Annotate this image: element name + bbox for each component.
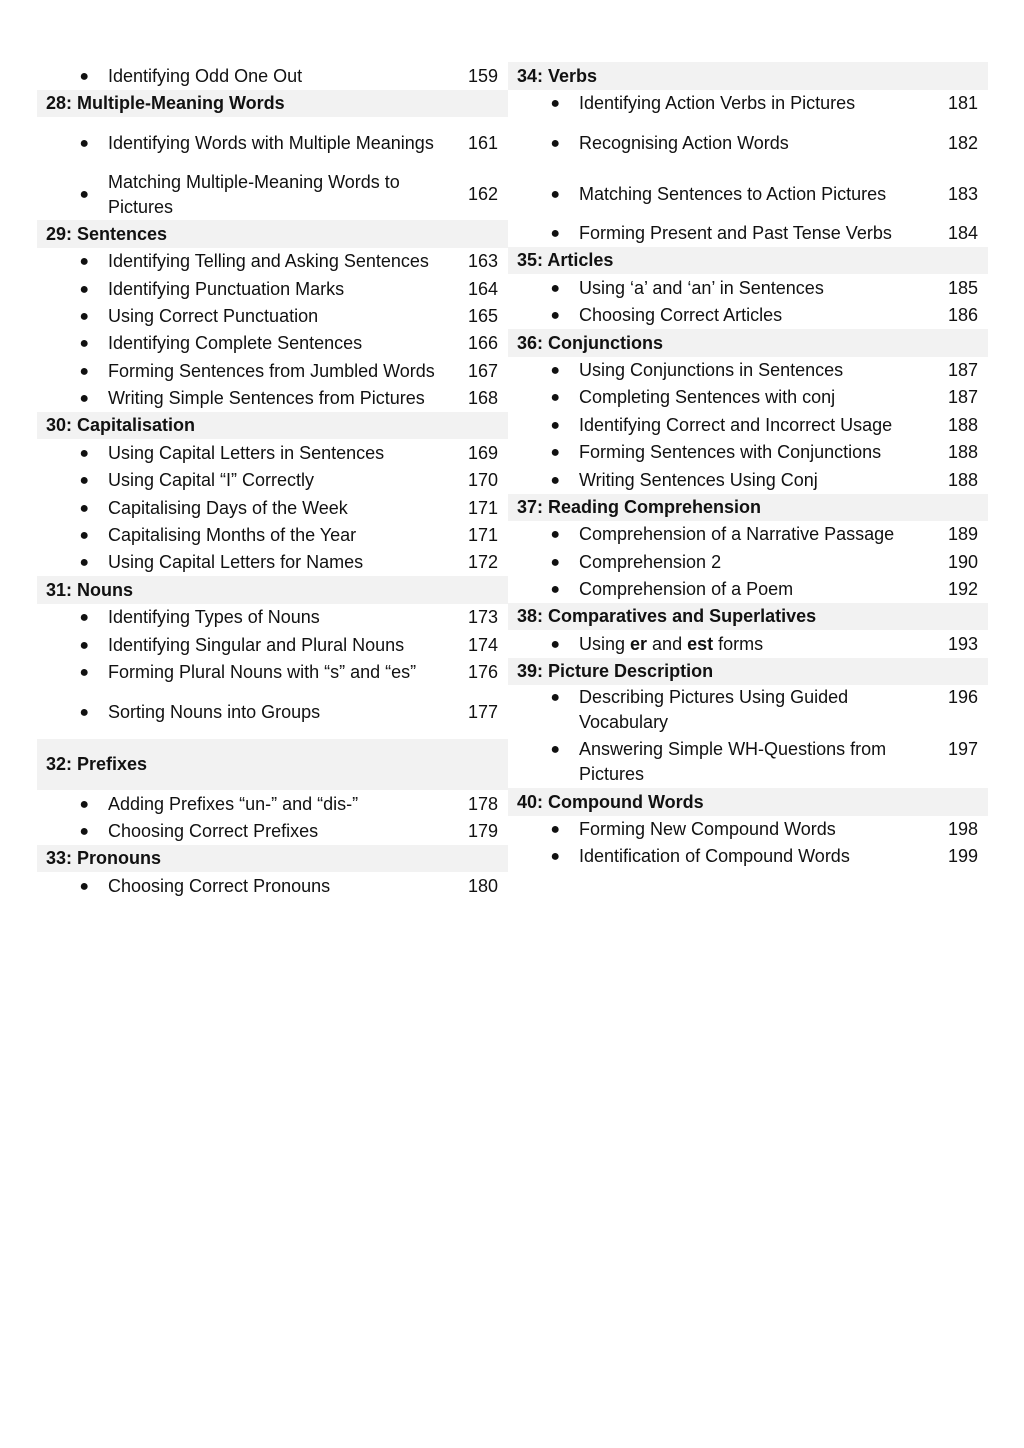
entry-title: Forming New Compound Words [579, 819, 836, 839]
section-title: 35: Articles [517, 250, 614, 270]
toc-entry [508, 169, 988, 220]
page-number: 183 [947, 184, 978, 204]
entry-title: Identifying Odd One Out [108, 65, 303, 86]
toc-entry [508, 521, 988, 548]
bullet-icon: ● [550, 741, 560, 758]
bullet-icon: ● [550, 95, 560, 112]
entry-title: Using Correct Punctuation [108, 306, 319, 326]
entry-title: Comprehension of a Narrative Passage [579, 524, 895, 544]
page-number: 165 [467, 306, 498, 326]
entry-title: Using Capital Letters for Names [108, 552, 364, 572]
entry-title: Matching Multiple-Meaning Words to Pictures [108, 171, 400, 217]
entry-title: Capitalising Months of the Year [108, 525, 357, 545]
toc-entry [508, 548, 988, 576]
page-number: 187 [947, 387, 978, 407]
toc-entry [37, 62, 508, 90]
bullet-icon: ● [79, 67, 89, 85]
bullet-icon: ● [550, 186, 560, 203]
toc-entry [508, 737, 988, 788]
toc-entry [37, 549, 508, 576]
bullet-icon: ● [79, 823, 89, 840]
entry-title: Using Capital Letters in Sentences [108, 442, 385, 463]
section-heading [508, 788, 988, 816]
page-number: 180 [467, 875, 498, 896]
entry-title: Forming Plural Nouns with “s” and “es” [108, 662, 417, 682]
page-number: 171 [467, 497, 498, 518]
toc-entry [37, 357, 508, 385]
entry-title: Answering Simple WH-Questions from Pictures [579, 739, 887, 784]
entry-title: Identifying Punctuation Marks [108, 278, 345, 299]
page-number: 178 [467, 793, 498, 814]
page-number: 167 [467, 360, 498, 381]
entry-title: Using ‘a’ and ‘an’ in Sentences [579, 277, 824, 298]
page-number: 172 [467, 552, 498, 572]
bullet-icon: ● [550, 821, 560, 838]
bullet-icon: ● [550, 526, 560, 543]
bullet-icon: ● [79, 134, 89, 152]
toc-entry [37, 385, 508, 412]
toc-entry [37, 818, 508, 845]
section-title: 32: Prefixes [46, 754, 148, 774]
page-number: 186 [947, 305, 978, 325]
page-number: 185 [947, 277, 978, 298]
toc-entry [37, 303, 508, 330]
page-number: 168 [467, 388, 498, 408]
entry-title: Forming Sentences from Jumbled Words [108, 360, 435, 381]
bullet-icon: ● [79, 472, 89, 489]
bullet-icon: ● [550, 444, 560, 461]
page-number: 161 [467, 132, 498, 153]
entry-title: Identifying Types of Nouns [108, 607, 320, 627]
bullet-icon: ● [550, 689, 560, 706]
toc-entry [508, 816, 988, 843]
section-title: 39: Picture Description [517, 661, 714, 681]
toc-entry [37, 467, 508, 494]
toc-entry [508, 685, 988, 737]
entry-title: Choosing Correct Prefixes [108, 821, 319, 841]
bullet-icon: ● [550, 635, 560, 653]
bullet-icon: ● [79, 390, 89, 407]
entry-title: Completing Sentences with conj [579, 387, 836, 407]
entry-title: Identifying Words with Multiple Meanings [108, 132, 434, 153]
toc-entry [37, 330, 508, 357]
section-heading [508, 603, 988, 630]
bullet-icon: ● [79, 527, 89, 544]
page-number: 164 [467, 278, 498, 299]
page-number: 159 [467, 65, 498, 86]
page-number: 169 [467, 442, 498, 463]
page-number: 199 [947, 846, 978, 866]
page-number: 179 [467, 821, 498, 841]
toc-entry [508, 384, 988, 411]
page-number: 162 [467, 184, 498, 204]
toc-entry [508, 302, 988, 329]
page-number: 166 [467, 333, 498, 353]
entry-title: Forming Present and Past Tense Verbs [579, 223, 892, 243]
section-heading [37, 412, 508, 439]
toc-entry [37, 439, 508, 467]
bullet-icon: ● [550, 389, 560, 406]
entry-title: Identifying Telling and Asking Sentences [108, 251, 429, 271]
toc-entry [508, 576, 988, 603]
section-title: 30: Capitalisation [46, 415, 196, 435]
entry-title: Identifying Complete Sentences [108, 333, 363, 353]
toc-entry [37, 248, 508, 275]
entry-title: Using Conjunctions in Sentences [579, 360, 844, 380]
toc-entry [508, 411, 988, 439]
bullet-icon: ● [550, 471, 560, 489]
section-heading [37, 90, 508, 117]
entry-title: Identifying Action Verbs in Pictures [579, 93, 856, 113]
page-number: 170 [467, 470, 498, 490]
page-number: 174 [467, 634, 498, 655]
toc-entry [37, 631, 508, 659]
entry-title: Matching Sentences to Action Pictures [579, 184, 887, 204]
page-number: 182 [947, 132, 978, 153]
toc-entry [37, 275, 508, 303]
section-title: 33: Pronouns [46, 848, 162, 868]
bullet-icon: ● [79, 253, 89, 270]
toc-entry [508, 90, 988, 117]
entry-title: Using Capital “I” Correctly [108, 470, 315, 490]
bullet-icon: ● [550, 848, 560, 865]
toc-entry [508, 466, 988, 494]
bullet-icon: ● [79, 308, 89, 325]
page-number: 187 [947, 360, 978, 380]
bullet-icon: ● [79, 795, 89, 813]
toc-entry [37, 522, 508, 549]
page-number: 163 [467, 251, 498, 271]
entry-title: Choosing Correct Pronouns [108, 875, 331, 896]
toc-entry [508, 630, 988, 658]
toc-entry [37, 872, 508, 900]
entry-title: Describing Pictures Using Guided Vocabulary [579, 687, 849, 732]
bullet-icon: ● [79, 335, 89, 352]
page-number: 181 [947, 93, 978, 113]
section-heading [508, 658, 988, 685]
entry-title: Sorting Nouns into Groups [108, 702, 321, 722]
page-number: 198 [947, 819, 978, 839]
entry-title: Identifying Correct and Incorrect Usage [579, 414, 893, 435]
page-number: 190 [947, 551, 978, 572]
toc-column-left [37, 62, 508, 900]
toc-entry [508, 439, 988, 466]
page-number: 188 [947, 414, 978, 435]
toc-entry [508, 117, 988, 169]
section-heading [508, 494, 988, 521]
section-title: 37: Reading Comprehension [517, 497, 762, 517]
section-heading [37, 845, 508, 872]
bullet-icon: ● [79, 186, 89, 203]
bullet-icon: ● [79, 877, 89, 895]
bullet-icon: ● [79, 362, 89, 380]
toc-entry [37, 604, 508, 631]
toc-entry [37, 494, 508, 522]
page-number: 177 [467, 702, 498, 722]
bullet-icon: ● [79, 609, 89, 626]
toc-entry [37, 169, 508, 220]
page-number: 188 [947, 442, 978, 462]
toc-entry [37, 117, 508, 169]
page-number: 193 [947, 633, 978, 654]
section-title: 40: Compound Words [517, 791, 704, 812]
section-title: 34: Verbs [517, 65, 598, 86]
toc-entry [508, 274, 988, 302]
bullet-icon: ● [79, 280, 89, 298]
bullet-icon: ● [79, 636, 89, 654]
bullet-icon: ● [79, 554, 89, 571]
section-title: 38: Comparatives and Superlatives [517, 606, 817, 626]
section-heading [37, 220, 508, 248]
section-heading [37, 576, 508, 604]
bullet-icon: ● [79, 499, 89, 517]
toc-entry [508, 843, 988, 870]
section-heading [508, 62, 988, 90]
entry-title: Identifying Singular and Plural Nouns [108, 634, 405, 655]
toc-entry [508, 220, 988, 247]
entry-title: Writing Simple Sentences from Pictures [108, 388, 425, 408]
page-number: 184 [947, 223, 978, 243]
bullet-icon: ● [79, 664, 89, 681]
entry-title: Comprehension of a Poem [579, 579, 794, 599]
page-number: 189 [947, 524, 978, 544]
page-number: 197 [947, 739, 978, 759]
entry-title: Forming Sentences with Conjunctions [579, 442, 882, 462]
bullet-icon: ● [550, 279, 560, 297]
section-title: 36: Conjunctions [517, 332, 664, 353]
section-title: 28: Multiple-Meaning Words [46, 93, 285, 113]
bullet-icon: ● [79, 704, 89, 721]
entry-title: Identification of Compound Words [579, 846, 850, 866]
toc-column-right [508, 62, 988, 870]
page-number: 192 [947, 579, 978, 599]
page-number: 176 [467, 662, 498, 682]
entry-title: Choosing Correct Articles [579, 305, 783, 325]
toc-entry [37, 686, 508, 739]
bullet-icon: ● [550, 134, 560, 152]
page-number: 171 [467, 525, 498, 545]
entry-title: Comprehension 2 [579, 551, 722, 572]
bullet-icon: ● [550, 225, 560, 242]
section-heading [508, 329, 988, 357]
toc-entry [508, 357, 988, 384]
entry-title: Adding Prefixes “un-” and “dis-” [108, 793, 359, 814]
section-heading [508, 247, 988, 274]
bullet-icon: ● [550, 307, 560, 324]
toc-entry [37, 659, 508, 686]
toc-entry [37, 790, 508, 818]
page-number: 188 [947, 469, 978, 490]
entry-title: Using er and est forms [579, 633, 764, 654]
bullet-icon: ● [79, 444, 89, 462]
entry-title: Writing Sentences Using Conj [579, 469, 818, 490]
bullet-icon: ● [550, 581, 560, 598]
section-title: 31: Nouns [46, 579, 134, 600]
page-number: 196 [947, 687, 978, 707]
section-heading [37, 739, 508, 790]
page-number: 173 [467, 607, 498, 627]
bullet-icon: ● [550, 362, 560, 379]
bullet-icon: ● [550, 416, 560, 434]
entry-title: Recognising Action Words [579, 132, 789, 153]
section-title: 29: Sentences [46, 223, 168, 244]
bullet-icon: ● [550, 553, 560, 571]
entry-title: Capitalising Days of the Week [108, 497, 348, 518]
